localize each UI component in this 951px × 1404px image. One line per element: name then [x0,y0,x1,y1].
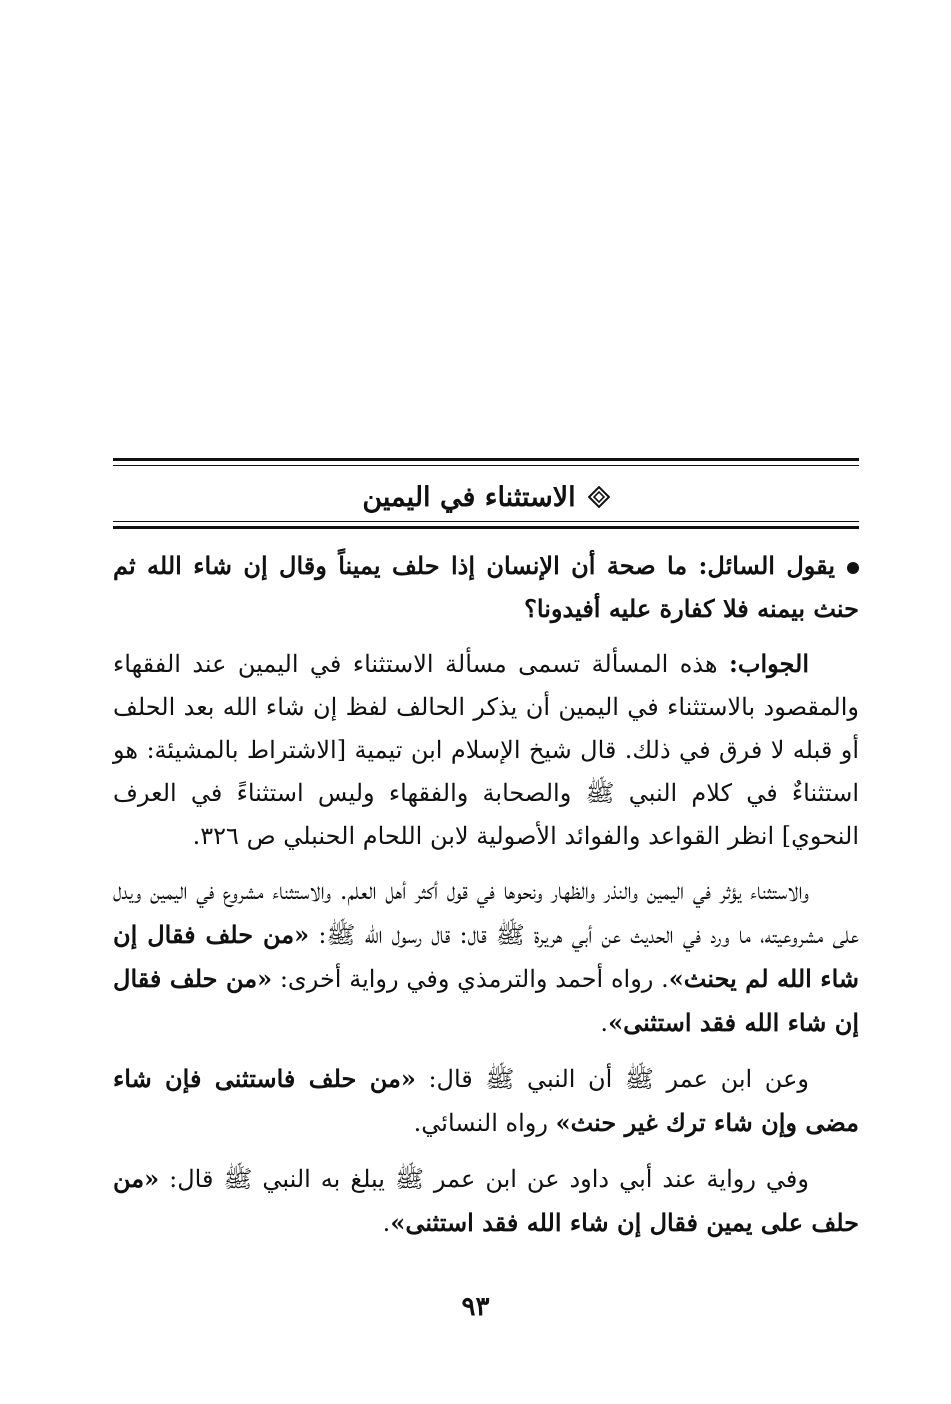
hadith-3-end: . [382,1209,391,1237]
page-number: ٩٣ [461,1292,490,1322]
question-text: ما صحة أن الإنسان إذا حلف يميناً وقال إن شاء الله ثم حنث بيمنه فلا كفارة عليه أفيدونا؟ [113,551,859,623]
question-label: يقول السائل: [698,551,835,580]
section-title-box [113,474,859,520]
question-paragraph [113,544,859,630]
diamond-ornament-icon [588,486,610,508]
hadith-3-quote: «من حلف على يمين فقال إن شاء الله فقد استثنى» [113,1164,859,1237]
article-body [113,544,859,1257]
header-rule-top-thin [113,465,859,466]
hadith-1-source: . رواه أحمد والترمذي وفي رواية أخرى: [279,965,669,993]
hadith-paragraph-1 [113,870,859,1045]
header-rule-bottom-thin [113,521,859,522]
hadith-2-intro: وعن ابن عمر ﷺ أن النبي ﷺ قال: [428,1065,809,1093]
hadith-2-source: رواه النسائي. [413,1109,556,1137]
hadith-1-intro: والاستثناء يؤثر في اليمين والنذر والظهار ونحوها في قول أكثر أهل العلم. والاستثناء مشروع في اليمين ويدل على مشروعيته، ما ورد في الحديث عن أبي هريرة ﷺ قال: قال رسول الله ﷺ: [113,877,859,949]
header-rule-top-thick [113,458,859,461]
answer-label: الجواب: [729,649,809,678]
section-title: الاستثناء في اليمين [362,481,576,513]
hadith-1-end: . [600,1009,609,1037]
hadith-1-quote-2: «من حلف فقال إن شاء الله فقد استثنى» [113,964,859,1037]
bullet-icon [847,562,859,574]
answer-text: هذه المسألة تسمى مسألة الاستثناء في اليمين عند الفقهاء والمقصود بالاستثناء في اليمين أن يذكر الحالف لفظ إن شاء الله بعد الحلف أو قبله لا فرق في ذلك. قال شيخ الإسلام ابن تيمية [الاشتراط بالمشيئة: هو استثناءٌ في كلام النبي ﷺ والصحابة والفقهاء وليس استثناءً في العرف النحوي] انظر القواعد والفوائد الأصولية لابن اللحام الحنبلي ص ٣٢٦. [113,650,859,850]
hadith-paragraph-2 [113,1057,859,1145]
header-rule-bottom-thick [113,526,859,529]
hadith-3-intro: وفي رواية عند أبي داود عن ابن عمر ﷺ يبلغ به النبي ﷺ قال: [169,1165,809,1193]
hadith-paragraph-3 [113,1157,859,1245]
hadith-2-quote: «من حلف فاستثنى فإن شاء مضى وإن شاء ترك غير حنث» [113,1064,859,1137]
answer-paragraph [113,642,859,858]
hadith-1-quote: «من حلف فقال إن شاء الله لم يحنث» [113,920,859,993]
